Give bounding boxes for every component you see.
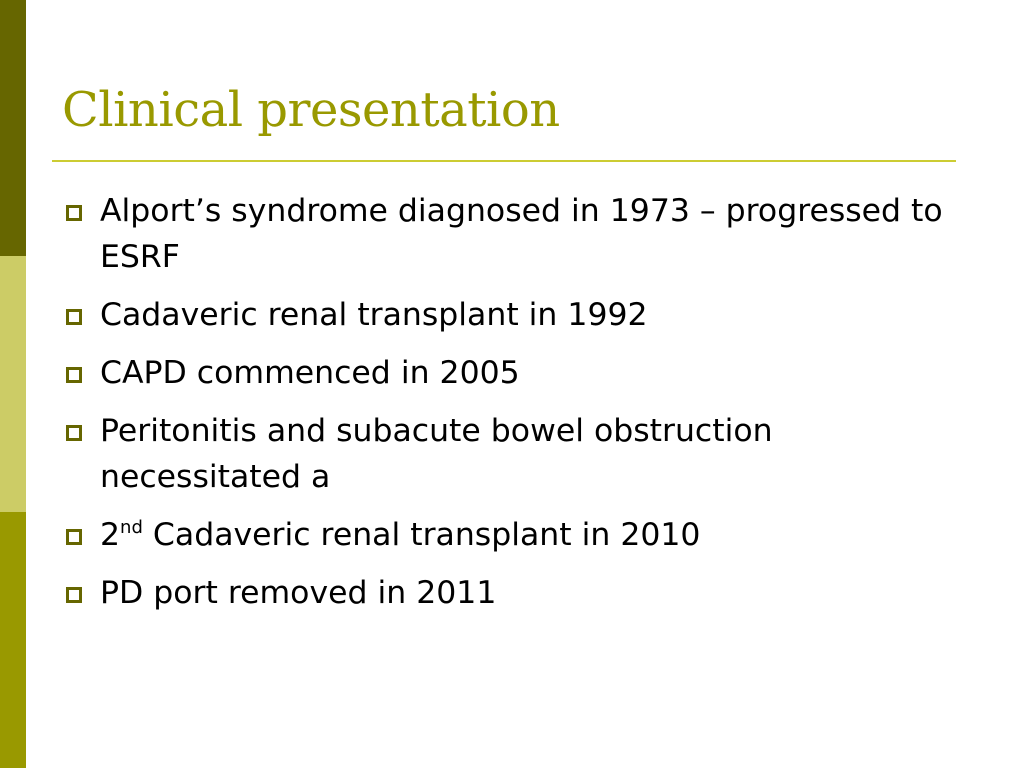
- square-bullet-icon: [66, 309, 82, 325]
- bullet-ordinal-suffix: nd: [120, 517, 143, 538]
- bullet-text: PD port removed in 2011: [100, 575, 497, 611]
- bullet-text: Cadaveric renal transplant in 2010: [142, 517, 701, 553]
- bullet-item: [64, 188, 964, 280]
- bullet-text: CAPD commenced in 2005: [100, 355, 520, 391]
- bullet-ordinal-number: 2: [100, 517, 121, 553]
- bullet-list: [64, 188, 964, 628]
- bullet-item: [64, 350, 964, 396]
- bullet-item: [64, 292, 964, 338]
- bullet-item: [64, 512, 964, 558]
- square-bullet-icon: [66, 587, 82, 603]
- square-bullet-icon: [66, 529, 82, 545]
- square-bullet-icon: [66, 205, 82, 221]
- bullet-text: Alport’s syndrome diagnosed in 1973 – progressed to ESRF: [100, 193, 943, 275]
- slide-title: Clinical presentation: [62, 82, 560, 138]
- sidebar-stripe-bottom: [0, 512, 26, 768]
- sidebar-stripe-middle: [0, 256, 26, 512]
- title-divider: [52, 160, 956, 162]
- bullet-item: [64, 408, 964, 500]
- bullet-text: Cadaveric renal transplant in 1992: [100, 297, 648, 333]
- bullet-item: [64, 570, 964, 616]
- square-bullet-icon: [66, 425, 82, 441]
- sidebar-stripe-top: [0, 0, 26, 256]
- bullet-text: Peritonitis and subacute bowel obstruction necessitated a: [100, 413, 773, 495]
- square-bullet-icon: [66, 367, 82, 383]
